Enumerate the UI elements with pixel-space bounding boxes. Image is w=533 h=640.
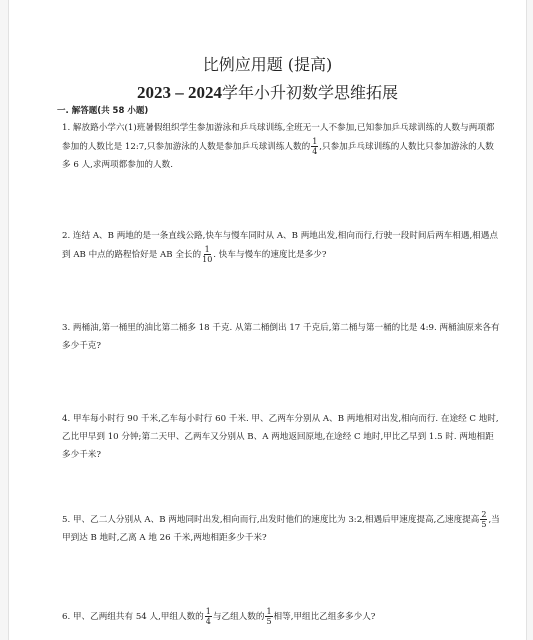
fraction: $\frac{2}{5}$ (481, 510, 487, 529)
question-text: 相等,甲组比乙组多多少人? (273, 612, 376, 622)
school-year: 2023 – 2024 (136, 83, 222, 102)
document-page (8, 0, 527, 640)
subtitle-text: 学年小升初数学思维拓展 (221, 83, 398, 102)
question-1 (62, 119, 502, 174)
question-3: 3. 两桶油,第一桶里的油比第二桶多 18 千克. 从第二桶倒出 17 千克后,第二桶与第一桶的比是 4:9. 两桶油原来各有多少千克? (62, 323, 500, 351)
fraction: $\frac{1}{4}$ (312, 137, 318, 156)
doc-title: 比例应用题 (提高) (202, 55, 333, 74)
doc-subtitle (9, 80, 526, 103)
question-5 (62, 510, 502, 547)
question-text: 5. 甲、乙二人分别从 A、B 两地同时出发,相向而行,出发时他们的速度比为 3:2,相遇后甲速度提高,乙速度提高 (62, 515, 480, 525)
fraction: $\frac{1}{5}$ (266, 607, 272, 626)
question-text: 与乙组人数的 (212, 612, 265, 622)
question-text: 1. 解放路小学六(1)班暑假组织学生参加游泳和乒乓球训练,全班无一人不参加,已知参加乒乓球训练的人数与两项都参加的人数比是 12:7,只参加游泳的人数是参加乒乓球训练人数的 (62, 123, 495, 152)
question-text: 6. 甲、乙两组共有 54 人,甲组人数的 (62, 612, 204, 622)
question-text: ,当甲到达 B 地时,乙离 A 地 26 千米,两地相距多少千米? (62, 515, 500, 543)
fraction: $\frac{1}{4}$ (205, 607, 211, 626)
fraction: $\frac{1}{10}$ (202, 245, 213, 264)
question-text: . 快车与慢车的速度比是多少? (213, 250, 327, 260)
question-text: 2. 连结 A、B 两地的是一条直线公路,快车与慢车同时从 A、B 两地出发,相向而行,行驶一段时间后两车相遇,相遇点到 AB 中点的路程恰好是 AB 全长的 (62, 231, 498, 260)
question-4: 4. 甲车每小时行 90 千米,乙车每小时行 60 千米. 甲、乙两车分别从 A、B 两地相对出发,相向而行. 在途经 C 地时,乙比甲早到 10 分钟;第二天甲、乙两车又分别从 B、A 两地返回原地,在途经 C 地时,甲比乙早到 1.5 时. 两地相距多少千米? (62, 414, 499, 460)
section-heading: 一. 解答题(共 58 小题) (57, 106, 149, 116)
question-6 (62, 607, 502, 626)
question-text: ,只参加乒乓球训练的人数比只参加游泳的人数多 6 人,求两项都参加的人数. (62, 142, 494, 170)
question-2 (62, 227, 502, 264)
